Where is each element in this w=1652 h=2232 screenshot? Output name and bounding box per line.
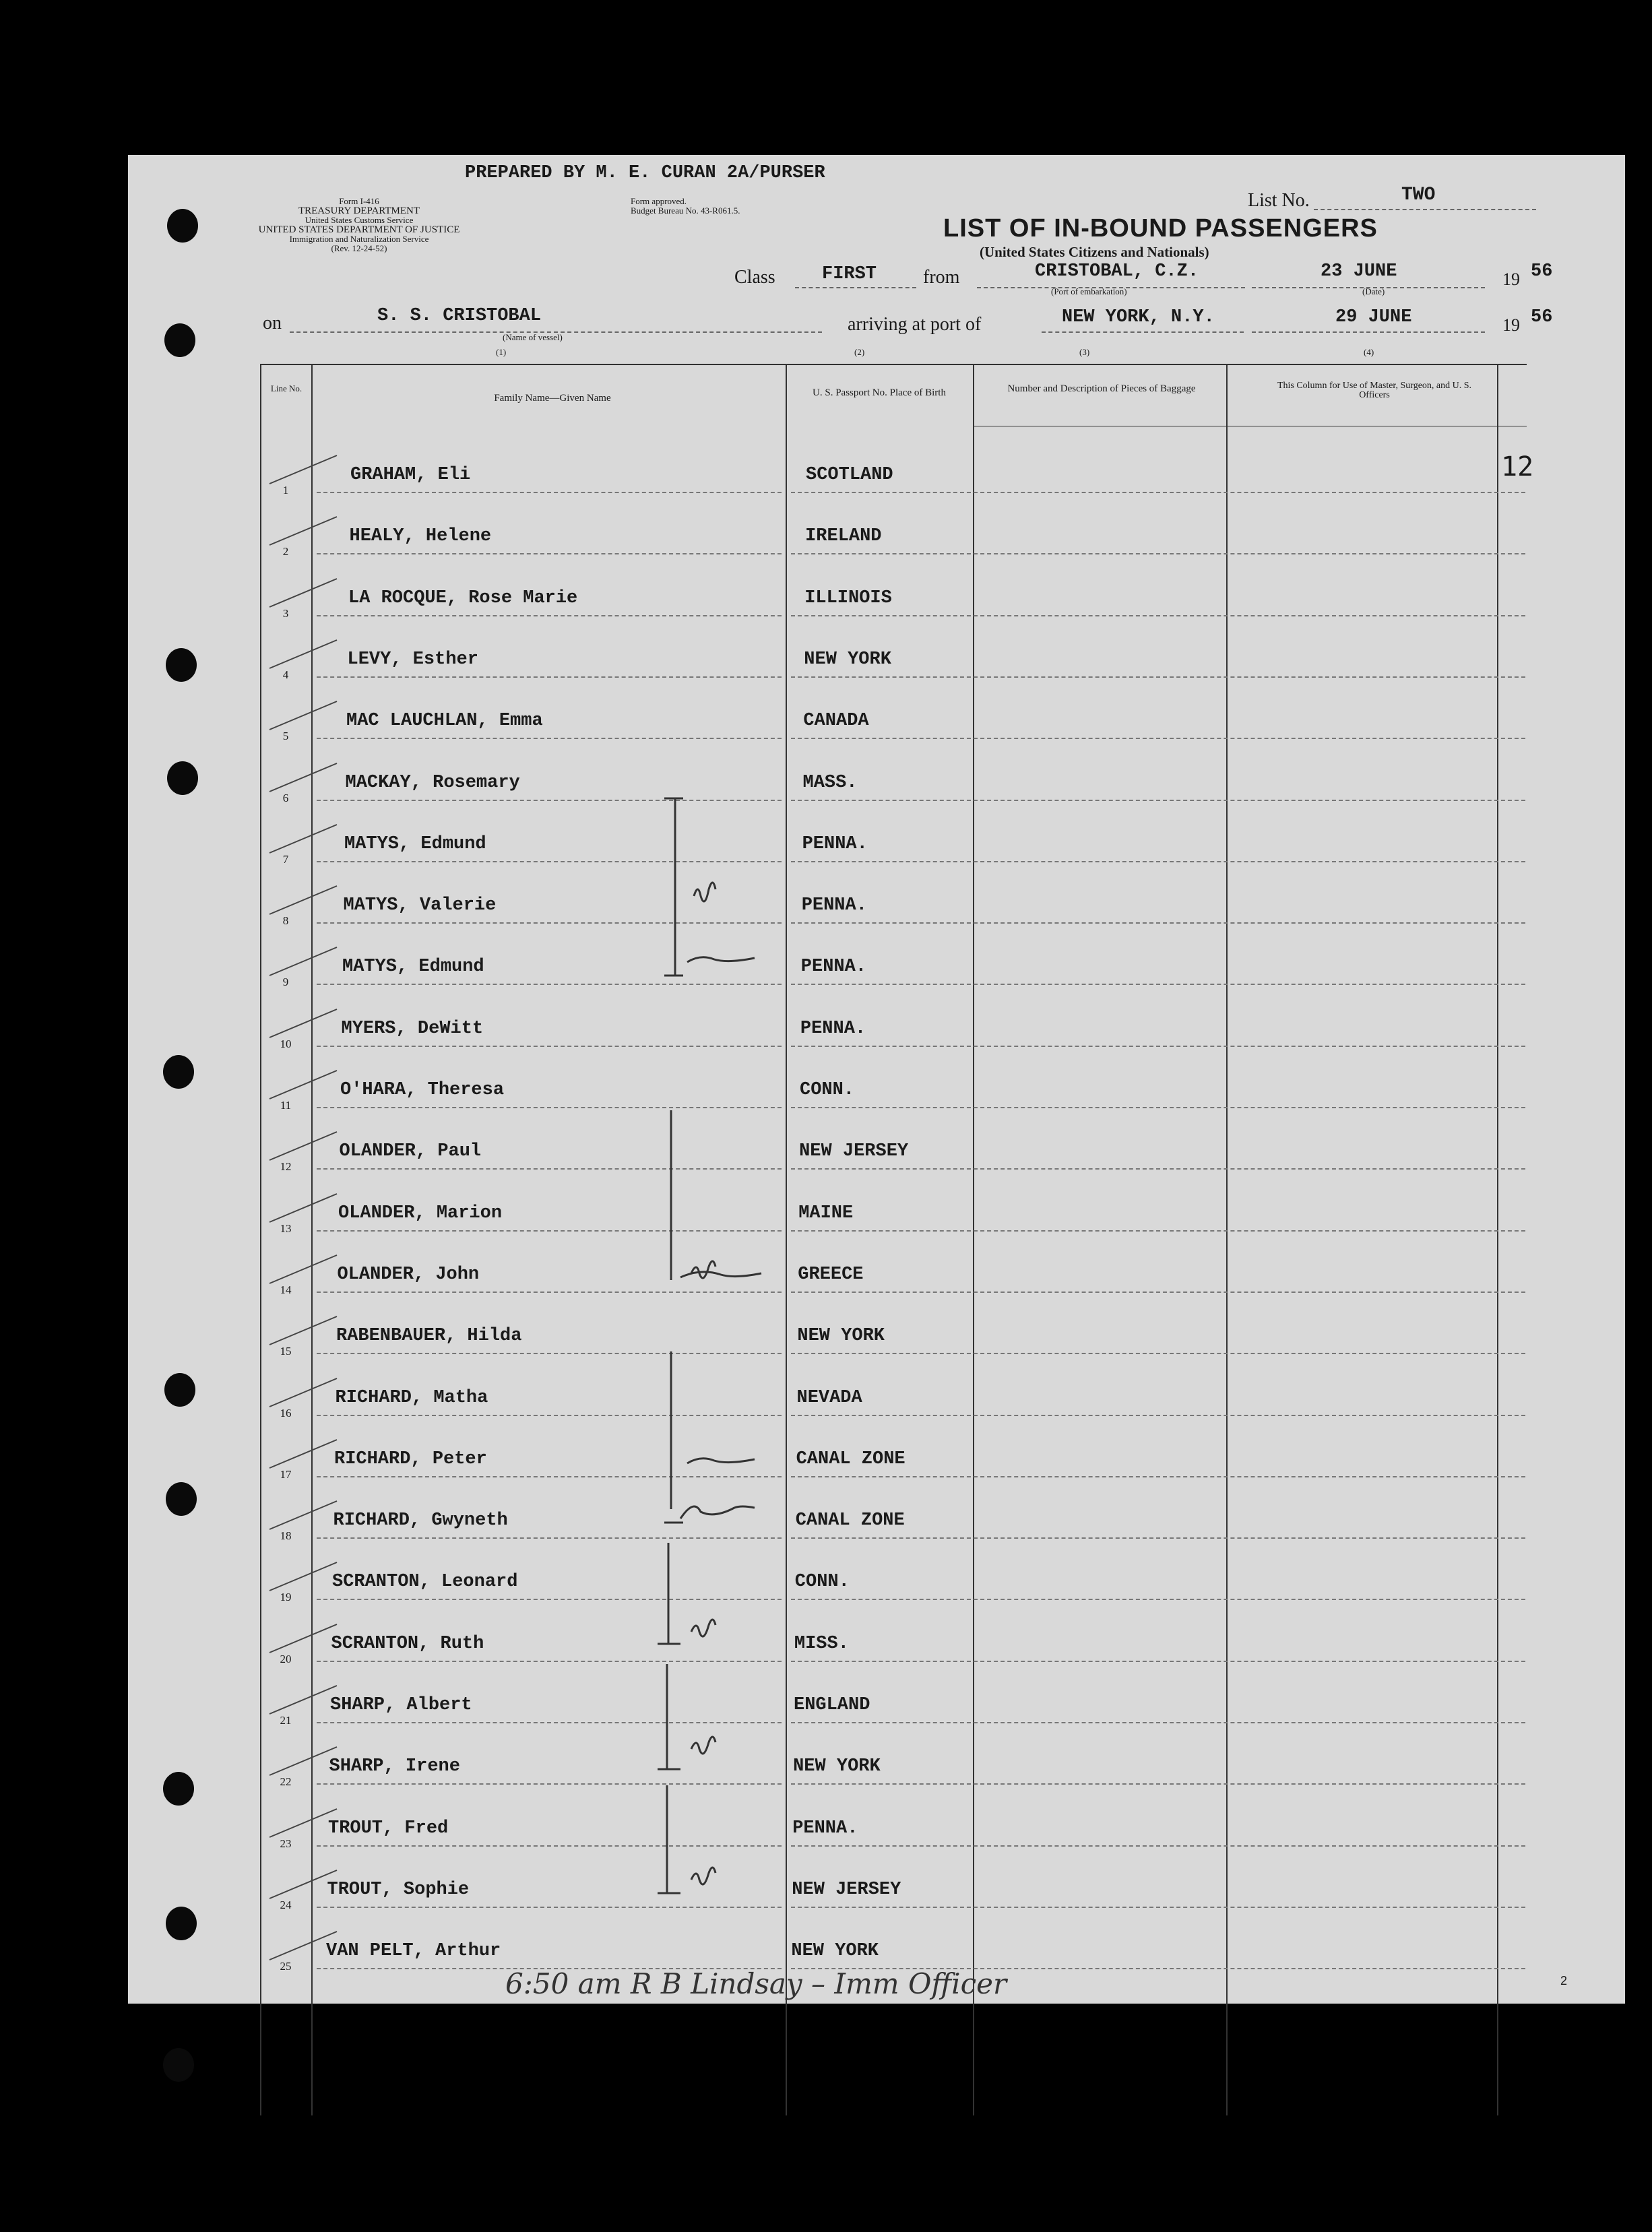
place-of-birth: ILLINOIS	[804, 587, 892, 608]
place-of-birth: ENGLAND	[794, 1695, 870, 1715]
form-id: Form I-416	[339, 196, 379, 206]
place-of-birth: NEW YORK	[793, 1756, 881, 1777]
page-subtitle: (United States Citizens and Nationals)	[980, 244, 1209, 260]
initial-mark	[680, 1272, 761, 1277]
line-number: 15	[280, 1345, 292, 1358]
line-number: 1	[282, 484, 289, 497]
list-no-value: TWO	[1401, 185, 1436, 205]
line-number: 20	[280, 1652, 292, 1665]
class-label: Class	[734, 267, 775, 288]
caption-1: (1)	[496, 347, 507, 357]
place-of-birth: NEW JERSEY	[792, 1879, 901, 1900]
place-of-birth: CONN.	[800, 1080, 855, 1100]
passenger-name: MACKAY, Rosemary	[345, 772, 520, 793]
passenger-name: RABENBAUER, Hilda	[336, 1326, 522, 1347]
place-of-birth: PENNA.	[800, 1018, 866, 1039]
list-no-label: List No.	[1248, 190, 1310, 211]
corner-mark: 2	[1560, 1974, 1568, 1987]
place-of-birth: PENNA.	[802, 833, 868, 854]
line-number: 19	[280, 1591, 292, 1604]
passenger-name: LA ROCQUE, Rose Marie	[348, 587, 578, 608]
place-of-birth: CONN.	[794, 1572, 850, 1593]
caption-4: (4)	[1364, 347, 1374, 357]
line-number: 7	[282, 852, 289, 866]
revision: (Rev. 12-24-52)	[331, 243, 387, 253]
line-number: 13	[280, 1221, 292, 1235]
col-header-passport: U. S. Passport No. Place of Birth	[813, 387, 946, 398]
line-number: 6	[282, 791, 289, 804]
on-label: on	[263, 313, 282, 333]
passenger-name: SCRANTON, Ruth	[331, 1633, 484, 1654]
passenger-name: VAN PELT, Arthur	[326, 1941, 501, 1962]
initial-mark	[691, 1868, 716, 1884]
line-number: 22	[280, 1775, 292, 1789]
line-number: 14	[280, 1283, 292, 1296]
place-of-birth: PENNA.	[792, 1818, 858, 1839]
date-caption: (Date)	[1362, 286, 1385, 296]
initial-mark	[691, 1261, 716, 1278]
passenger-name: HEALY, Helene	[349, 526, 492, 547]
place-of-birth: IRELAND	[805, 526, 882, 547]
line-number: 9	[282, 976, 289, 989]
initial-mark	[687, 1459, 755, 1463]
customs-service: United States Customs Service	[305, 215, 414, 225]
line-number: 21	[280, 1714, 292, 1727]
passenger-name: MYERS, DeWitt	[341, 1018, 484, 1039]
place-of-birth: MAINE	[798, 1203, 854, 1223]
line-number: 4	[282, 668, 289, 681]
place-of-birth: PENNA.	[801, 895, 867, 916]
class-value: FIRST	[822, 264, 877, 284]
line-number: 11	[280, 1099, 292, 1112]
from-label: from	[923, 267, 960, 288]
treasury-dept: TREASURY DEPARTMENT	[298, 205, 420, 216]
passenger-name: MATYS, Edmund	[344, 833, 486, 854]
col-header-line-no: Line No.	[270, 383, 303, 393]
year-prefix: 19	[1502, 269, 1520, 289]
passenger-name: O'HARA, Theresa	[340, 1080, 505, 1100]
place-of-birth: MASS.	[802, 772, 858, 793]
year-prefix-2: 19	[1502, 315, 1520, 335]
caption-2: (2)	[854, 347, 865, 357]
passenger-name: SHARP, Irene	[329, 1756, 460, 1777]
place-of-birth: NEW YORK	[804, 649, 891, 670]
bracket-marks	[128, 155, 1625, 2004]
line-number: 5	[282, 730, 289, 743]
line-number: 8	[282, 914, 289, 928]
passenger-name: RICHARD, Gwyneth	[333, 1510, 508, 1531]
line-number: 2	[282, 545, 289, 559]
line-number: 3	[282, 606, 289, 620]
initial-mark	[694, 883, 716, 901]
manifest-page	[128, 155, 1625, 2004]
place-of-birth: CANAL ZONE	[796, 1448, 906, 1469]
line-number: 24	[280, 1898, 292, 1911]
place-of-birth: CANAL ZONE	[795, 1510, 905, 1531]
passenger-name: MAC LAUCHLAN, Emma	[346, 711, 543, 732]
passenger-name: MATYS, Edmund	[342, 957, 484, 978]
caption-3: (3)	[1079, 347, 1090, 357]
initial-mark	[691, 1737, 716, 1754]
place-of-birth: SCOTLAND	[806, 465, 893, 485]
line-number: 18	[280, 1529, 292, 1543]
col-header-baggage: Number and Description of Pieces of Baggage	[1007, 383, 1196, 394]
place-of-birth: NEVADA	[796, 1387, 862, 1408]
line-number: 12	[280, 1160, 292, 1174]
from-year: 56	[1531, 261, 1553, 282]
line-number: 16	[280, 1406, 292, 1420]
footer-handwriting: 6:50 am R B Lindsay – Imm Officer	[505, 1967, 1007, 2000]
initial-mark	[691, 1620, 716, 1636]
arrival-date: 29 JUNE	[1335, 307, 1412, 327]
arriving-label: arriving at port of	[848, 314, 982, 335]
justice-dept: UNITED STATES DEPARTMENT OF JUSTICE	[258, 224, 460, 235]
passenger-name: TROUT, Fred	[328, 1818, 449, 1839]
passenger-name: OLANDER, Paul	[339, 1141, 482, 1162]
passenger-name: OLANDER, Marion	[338, 1203, 503, 1223]
passenger-name: RICHARD, Peter	[334, 1448, 487, 1469]
passenger-name: RICHARD, Matha	[335, 1387, 488, 1408]
passenger-name: LEVY, Esther	[347, 649, 478, 670]
place-of-birth: NEW YORK	[791, 1941, 879, 1962]
passenger-name: SHARP, Albert	[330, 1695, 472, 1715]
passenger-name: MATYS, Valerie	[343, 895, 497, 916]
place-of-birth: GREECE	[798, 1264, 864, 1285]
initial-mark	[680, 1506, 755, 1519]
col-header-officers: This Column for Use of Master, Surgeon, and U. S. Officers	[1277, 381, 1472, 400]
vessel-caption: (Name of vessel)	[503, 332, 563, 342]
passenger-name: SCRANTON, Leonard	[332, 1572, 518, 1593]
initial-mark	[687, 957, 755, 962]
budget-bureau: Budget Bureau No. 43-R061.5.	[631, 205, 740, 216]
place-of-birth: CANADA	[803, 711, 869, 732]
arrival-year: 56	[1531, 307, 1553, 327]
punch-hole	[163, 2048, 194, 2082]
officer-mark: 12	[1501, 451, 1534, 482]
ins-service: Immigration and Naturalization Service	[289, 234, 429, 244]
form-approved: Form approved.	[631, 196, 687, 206]
prepared-by: PREPARED BY M. E. CURAN 2A/PURSER	[465, 163, 825, 183]
passenger-name: OLANDER, John	[337, 1264, 480, 1285]
place-of-birth: NEW JERSEY	[799, 1141, 909, 1162]
vessel-name: S. S. CRISTOBAL	[377, 306, 542, 326]
page-title: LIST OF IN-BOUND PASSENGERS	[943, 214, 1378, 243]
line-number: 17	[280, 1467, 292, 1481]
passenger-name: GRAHAM, Eli	[350, 465, 471, 485]
arrival-port: NEW YORK, N.Y.	[1062, 307, 1215, 327]
line-number: 23	[280, 1837, 292, 1850]
col-header-name: Family Name—Given Name	[494, 393, 611, 404]
line-number: 25	[280, 1960, 292, 1973]
place-of-birth: NEW YORK	[797, 1326, 885, 1347]
passenger-name: TROUT, Sophie	[327, 1879, 470, 1900]
place-of-birth: PENNA.	[800, 957, 867, 978]
from-date: 23 JUNE	[1321, 261, 1397, 282]
place-of-birth: MISS.	[794, 1633, 849, 1654]
from-port: CRISTOBAL, C.Z.	[1035, 261, 1199, 282]
embark-caption: (Port of embarkation)	[1051, 286, 1127, 296]
line-number: 10	[280, 1037, 292, 1050]
